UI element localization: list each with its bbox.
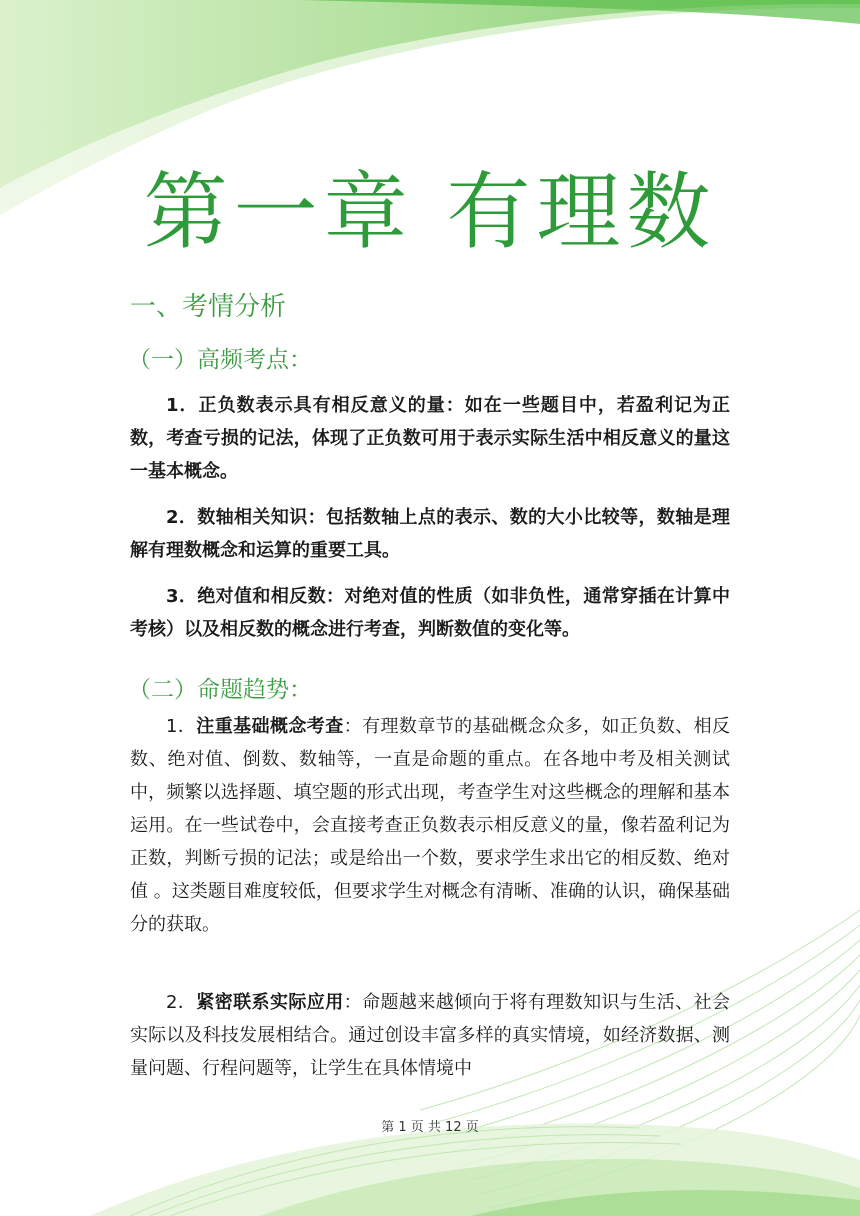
section-heading: 一、考情分析 (130, 292, 287, 322)
trend-lead: 紧密联系实际应用 (196, 992, 344, 1013)
point-paragraph: 2．数轴相关知识：包括数轴上点的表示、数的大小比较等，数轴是理解有理数概念和运算的重要工具。 (130, 507, 730, 561)
point-paragraph: 1．正负数表示具有相反意义的量：如在一些题目中，若盈利记为正数，考查亏损的记法，体现了正负数可用于表示实际生活中相反意义的量这一基本概念。 (130, 395, 730, 482)
trend-paragraph (130, 710, 730, 941)
subsection-heading-trends: （二）命题趋势： (128, 677, 312, 703)
trend-lead: 注重基础概念考查 (196, 716, 344, 737)
trend-number: 1． (166, 716, 197, 737)
point-paragraph: 3．绝对值和相反数：对绝对值的性质（如非负性，通常穿插在计算中考核）以及相反数的概念进行考查，判断数值的变化等。 (130, 586, 730, 640)
subsection-heading-high-frequency: （一）高频考点： (128, 347, 312, 373)
chapter-title: 第一章 有理数 (143, 163, 717, 261)
trend-body: ：有理数章节的基础概念众多，如正负数、相反数、绝对值、倒数、数轴等，一直是命题的重点。在各地中考及相关测试中，频繁以选择题、填空题的形式出现，考查学生对这些概念的理解和基本运用。在一些试卷中，会直接考查正负数表示相反意义的量，像若盈利记为正数，判断亏损的记法；或是给出一个数，要求学生求出它的相反数、绝对值 。这类题目难度较低，但要求学生对概念有清晰、准确的认识，确保基础分的获取。 (130, 716, 731, 935)
trend-body: ：命题越来越倾向于将有理数知识与生活、社会实际以及科技发展相结合。通过创设丰富多样的真实情境，如经济数据、测量问题、行程问题等，让学生在具体情境中 (130, 992, 731, 1079)
trend-paragraph (130, 986, 730, 1085)
page-footer: 第 1 页 共 12 页 (381, 1120, 479, 1135)
trend-number: 2． (166, 992, 197, 1013)
